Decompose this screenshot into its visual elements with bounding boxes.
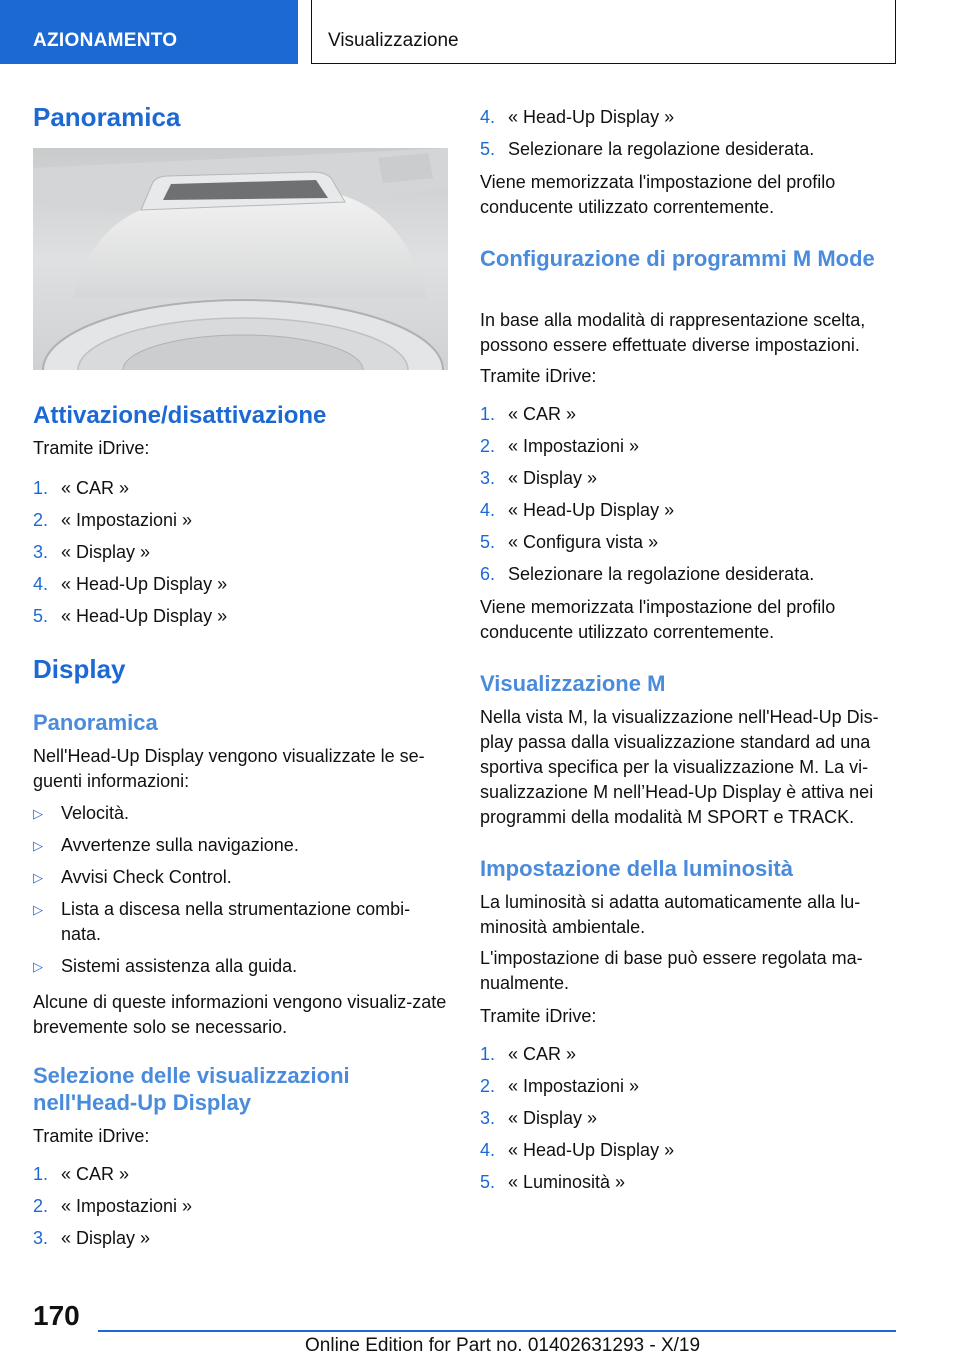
triangle-bullet-icon: ▷ <box>33 870 43 885</box>
list-text: « CAR » <box>508 404 577 424</box>
heading-panoramica-display: Panoramica <box>33 710 158 735</box>
list-text: « Configura vista » <box>508 532 659 552</box>
list-number: 3. <box>33 542 49 562</box>
list-item <box>480 466 895 491</box>
list-text: « Head-Up Display » <box>508 500 675 520</box>
list-text: « Display » <box>61 542 151 562</box>
list-number: 5. <box>480 532 496 552</box>
list-number: 1. <box>33 478 49 498</box>
head-up-display-photo <box>33 148 448 370</box>
list-text: « Head-Up Display » <box>61 574 228 594</box>
list-number: 1. <box>480 404 496 424</box>
list-number: 5. <box>480 139 496 159</box>
chapter-title: Visualizzazione <box>328 30 459 51</box>
list-number: 4. <box>480 107 496 127</box>
list-number: 3. <box>480 468 496 488</box>
list-text: « CAR » <box>61 478 130 498</box>
triangle-bullet-icon: ▷ <box>33 806 43 821</box>
list-number: 5. <box>480 1172 496 1192</box>
list-text: « Head-Up Display » <box>508 107 675 127</box>
section-tab <box>0 0 298 64</box>
triangle-bullet-icon: ▷ <box>33 838 43 853</box>
note-paragraph: Alcune di queste informazioni vengono visualiz-zate brevemente solo se necessario. <box>33 992 447 1037</box>
list-item <box>480 498 895 523</box>
list-number: 3. <box>33 1228 49 1248</box>
triangle-bullet-icon: ▷ <box>33 959 43 974</box>
list-text: « Impostazioni » <box>508 1076 640 1096</box>
list-item <box>480 105 895 130</box>
tramite-text: Tramite iDrive: <box>480 366 597 386</box>
footer-divider <box>98 1330 896 1332</box>
heading-visualizzazione-m: Visualizzazione M <box>480 671 666 696</box>
heading-attivazione: Attivazione/disattivazione <box>33 402 327 429</box>
tramite-text: Tramite iDrive: <box>33 438 150 458</box>
list-item <box>33 572 448 597</box>
bullet-item <box>33 954 448 980</box>
tramite-text: Tramite iDrive: <box>480 1006 597 1026</box>
bullet-text: Sistemi assistenza alla guida. <box>61 956 298 976</box>
list-text: « Display » <box>508 1108 598 1128</box>
list-item <box>480 1074 895 1099</box>
bullet-text: Velocità. <box>61 803 130 823</box>
list-item <box>480 434 895 459</box>
list-item <box>33 476 448 501</box>
section-title: AZIONAMENTO <box>33 30 178 51</box>
heading-luminosita: Impostazione della luminosità <box>480 856 793 881</box>
list-number: 1. <box>33 1164 49 1184</box>
list-text: Selezionare la regolazione desiderata. <box>508 139 815 159</box>
regolazione-paragraph: L'impostazione di base può essere regolata ma-nualmente. <box>480 948 863 993</box>
list-item <box>480 402 895 427</box>
heading-display: Display <box>33 654 126 684</box>
bullet-text: Avvisi Check Control. <box>61 867 232 887</box>
list-item <box>33 604 448 629</box>
list-text: « Display » <box>508 468 598 488</box>
tramite-text: Tramite iDrive: <box>33 1126 150 1146</box>
list-text: « Impostazioni » <box>508 436 640 456</box>
visualizzazione-m-paragraph: Nella vista M, la visualizzazione nell'Head-Up Dis-play passa dalla visualizzazione standard ad una sportiva specifica per la visualizzazione M. La vi-sualizzazione M nell’Head-Up Display è attiva nei programmi della modalità M SPORT e TRACK. <box>480 707 879 827</box>
list-number: 3. <box>480 1108 496 1128</box>
list-item <box>480 1170 895 1195</box>
list-number: 5. <box>33 606 49 626</box>
list-number: 4. <box>480 500 496 520</box>
bullet-text: Lista a discesa nella strumentazione combi-nata. <box>61 899 411 944</box>
bullet-item <box>33 865 448 891</box>
list-number: 2. <box>480 436 496 456</box>
list-item <box>480 1106 895 1131</box>
list-item <box>480 530 895 555</box>
heading-panoramica: Panoramica <box>33 102 181 132</box>
list-text: « CAR » <box>61 1164 130 1184</box>
base-paragraph: In base alla modalità di rappresentazione scelta, possono essere effettuate diverse impostazioni. <box>480 310 866 355</box>
list-text: Selezionare la regolazione desiderata. <box>508 564 815 584</box>
list-item <box>480 1042 895 1067</box>
chapter-tab <box>311 0 896 64</box>
list-number: 2. <box>33 1196 49 1216</box>
list-text: « Impostazioni » <box>61 1196 193 1216</box>
list-number: 4. <box>33 574 49 594</box>
list-text: « CAR » <box>508 1044 577 1064</box>
bullet-item <box>33 897 448 947</box>
bullet-item <box>33 833 448 859</box>
list-text: « Head-Up Display » <box>61 606 228 626</box>
list-number: 2. <box>33 510 49 530</box>
list-item <box>480 1138 895 1163</box>
list-text: « Display » <box>61 1228 151 1248</box>
list-item <box>33 1194 448 1219</box>
intro-paragraph: Nell'Head-Up Display vengono visualizzate le se-guenti informazioni: <box>33 746 425 791</box>
triangle-bullet-icon: ▷ <box>33 902 43 917</box>
list-text: « Impostazioni » <box>61 510 193 530</box>
list-text: « Head-Up Display » <box>508 1140 675 1160</box>
bullet-text: Avvertenze sulla navigazione. <box>61 835 299 855</box>
list-number: 6. <box>480 564 496 584</box>
list-item <box>480 562 895 587</box>
page-number: 170 <box>33 1300 80 1331</box>
luminosita-paragraph: La luminosità si adatta automaticamente alla lu-minosità ambientale. <box>480 892 861 937</box>
list-item <box>33 1226 448 1251</box>
list-number: 4. <box>480 1140 496 1160</box>
heading-selezione: Selezione delle visualizzazioni nell'Head-Up Display <box>33 1063 350 1115</box>
list-number: 1. <box>480 1044 496 1064</box>
list-item <box>33 540 448 565</box>
list-item <box>33 508 448 533</box>
bullet-item <box>33 801 448 827</box>
list-text: « Luminosità » <box>508 1172 626 1192</box>
heading-configurazione: Configurazione di programmi M Mode <box>480 246 875 271</box>
memo-paragraph: Viene memorizzata l'impostazione del profilo conducente utilizzato correntemente. <box>480 597 836 642</box>
edition-footer: Online Edition for Part no. 01402631293 - X/19 <box>305 1335 701 1356</box>
memo-paragraph: Viene memorizzata l'impostazione del profilo conducente utilizzato correntemente. <box>480 172 836 217</box>
list-item <box>480 137 895 162</box>
list-item <box>33 1162 448 1187</box>
list-number: 2. <box>480 1076 496 1096</box>
